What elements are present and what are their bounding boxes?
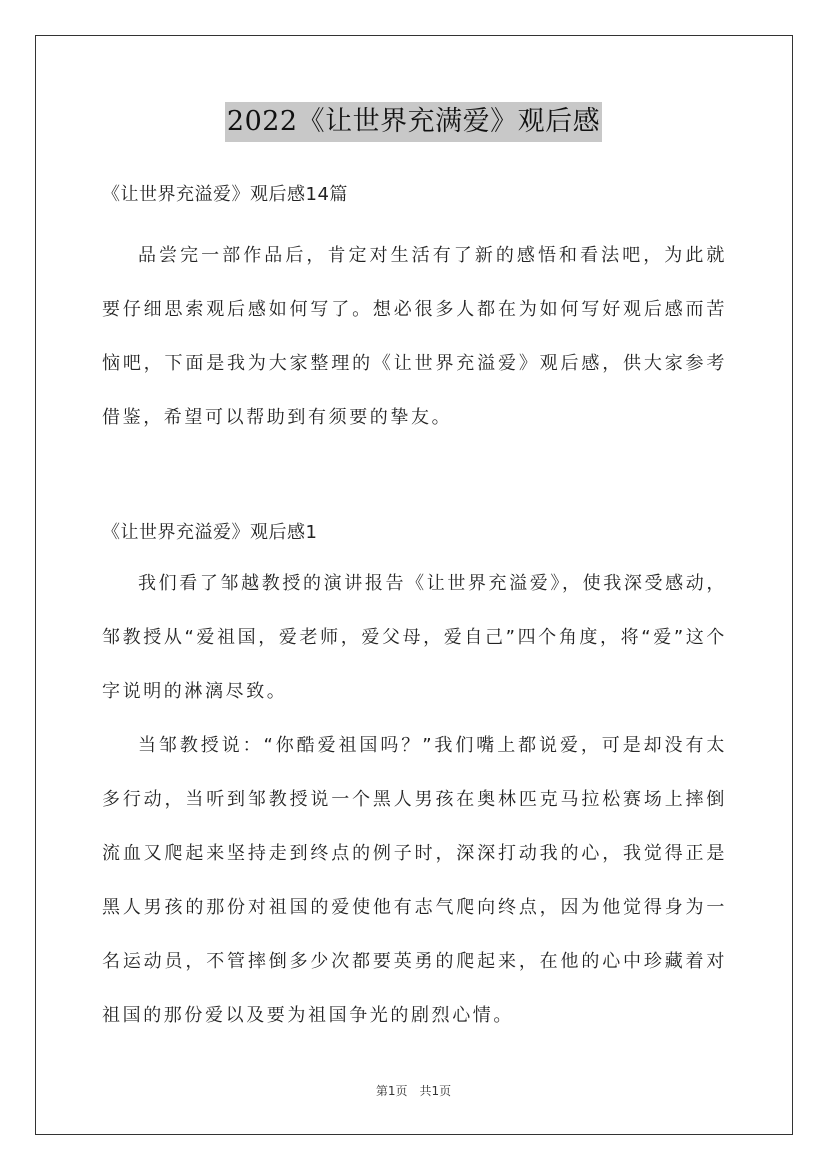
document-title: 2022《让世界充满爱》观后感 (225, 102, 602, 142)
title-container (0, 102, 827, 142)
main-subtitle: 《让世界充溢爱》观后感14篇 (102, 184, 348, 205)
section-1-title: 《让世界充溢爱》观后感1 (102, 522, 318, 543)
document-body (102, 175, 727, 1043)
section-1-paragraph-1: 我们看了邹越教授的演讲报告《让世界充溢爱》，使我深受感动，邹教授从“爱祖国，爱老师，爱父母，爱自己”四个角度，将“爱”这个字说明的淋漓尽致。 (102, 573, 727, 702)
section-1-paragraph-2: 当邹教授说：“你酷爱祖国吗？”我们嘴上都说爱，可是却没有太多行动，当听到邹教授说一个黑人男孩在奥林匹克马拉松赛场上摔倒流血又爬起来坚持走到终点的例子时，深深打动我的心，我觉得正是黑人男孩的那份对祖国的爱使他有志气爬向终点，因为他觉得身为一名运动员，不管摔倒多少次都要英勇的爬起来，在他的心中珍藏着对祖国的那份爱以及要为祖国争光的剧烈心情。 (102, 735, 727, 1026)
intro-paragraph: 品尝完一部作品后，肯定对生活有了新的感悟和看法吧，为此就要仔细思索观后感如何写了。想必很多人都在为如何写好观后感而苦恼吧，下面是我为大家整理的《让世界充溢爱》观后感，供大家参考借鉴，希望可以帮助到有须要的挚友。 (102, 245, 727, 428)
page-footer: 第1页 共1页 (375, 1084, 452, 1098)
